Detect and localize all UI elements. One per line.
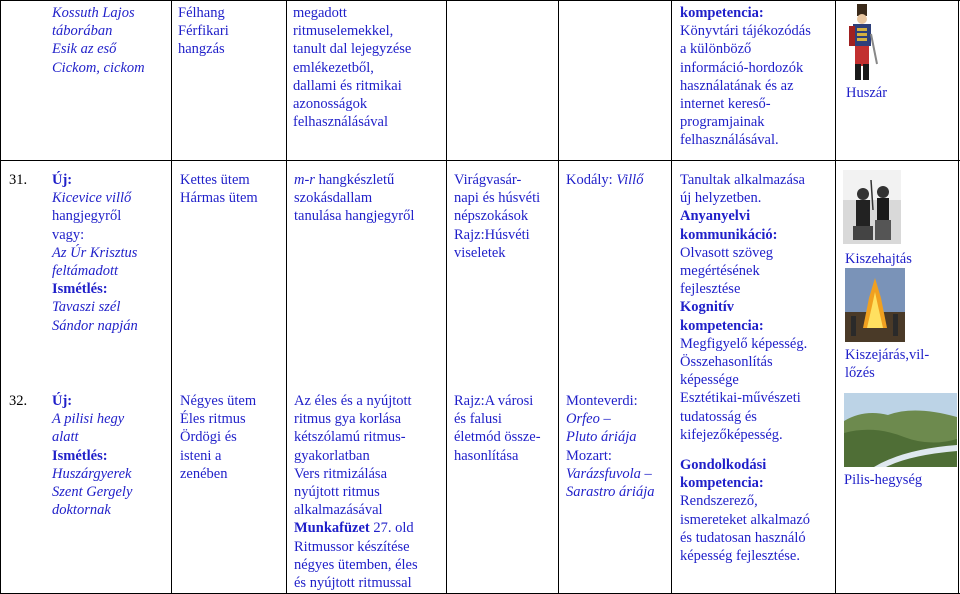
competence-heading: kompetencia: (680, 317, 764, 334)
col-divider (835, 0, 836, 594)
row31-skill (294, 171, 414, 226)
voice-line: Félhang (178, 5, 225, 21)
culture-line: és falusi (454, 411, 502, 428)
skill-line: tanulása hangjegyről (294, 208, 415, 225)
competence-line: kifejezőképesség. (680, 426, 783, 443)
competence-line: Esztétikai-művészeti (680, 390, 801, 407)
col-divider (171, 0, 172, 594)
competence-line: ismereteket alkalmazó (680, 511, 811, 528)
song-title: táborában (52, 23, 113, 40)
row31-listening (566, 171, 643, 189)
lesson-number: 32. (9, 393, 28, 409)
row32-meter (180, 392, 256, 483)
competence-heading: Kognitív (680, 299, 734, 316)
pilis-caption: Pilis-hegység (844, 472, 923, 488)
kiszehajtas-photo (843, 170, 901, 244)
competence-line: információ-hordozók (680, 59, 804, 76)
skill-line: gyakorlatban (294, 447, 370, 464)
row32-skill (294, 392, 418, 592)
voice-line: Férfikari (178, 23, 229, 40)
skill-line: Ritmussor készítése (294, 538, 410, 555)
competence-line: Könyvtári tájékozódás (680, 23, 811, 40)
meter-line: Négyes ütem (180, 393, 257, 409)
competence-line: a különböző (680, 41, 752, 58)
song-title: Szent Gergely (52, 484, 133, 501)
col-divider (671, 0, 672, 594)
competence-line: felhasználásával. (680, 132, 779, 149)
competence-line: képessége (680, 372, 739, 389)
song-title: Esik az eső (52, 41, 117, 58)
skill-line: Vers ritmizálása (294, 465, 388, 482)
composer: Monteverdi: (566, 393, 638, 409)
competence-line: megértésének (680, 263, 760, 280)
song-title: Az Úr Krisztus (52, 244, 138, 261)
culture-line: életmód össze- (454, 429, 541, 446)
row31-meter (180, 171, 258, 207)
song-title: feltámadott (52, 263, 119, 280)
meter-line: isteni a (180, 447, 222, 464)
work-title: Varázsfuvola – (566, 465, 652, 482)
method-line: megadott (293, 5, 347, 21)
pilis-photo (844, 393, 957, 467)
skill-line: alkalmazásával (294, 502, 383, 519)
meter-line: zenében (180, 465, 228, 482)
kiszejaras-caption (845, 346, 929, 382)
competence-line: tudatosság és (680, 408, 757, 425)
song-title: Cickom, cickom (52, 59, 145, 76)
method-line: tanult dal lejegyzése (293, 41, 412, 58)
repeat-label: Ismétlés: (52, 447, 108, 464)
skill-line: és nyújtott ritmussal (294, 575, 412, 592)
culture-line: napi és húsvéti (454, 190, 541, 207)
song-note: vagy: (52, 226, 85, 243)
lesson-number: 31. (9, 172, 28, 188)
method-line: azonosságok (293, 96, 368, 113)
competence-line: Összehasonlítás (680, 354, 773, 371)
competence-line: képesség fejlesztése. (680, 548, 800, 565)
skill-line: nyújtott ritmus (294, 484, 380, 501)
method-line: ritmuselemekkel, (293, 23, 394, 40)
song-note: hangjegyről (52, 208, 122, 225)
new-label: Új: (52, 393, 73, 409)
song-title: Sándor napján (52, 317, 138, 334)
work-title: Sarastro áriája (566, 484, 655, 501)
col-divider (446, 0, 447, 594)
meter-line: Éles ritmus (180, 411, 246, 428)
competence-heading: Anyanyelvi (680, 208, 751, 225)
repeat-label: Ismétlés: (52, 281, 108, 298)
row-divider (0, 160, 960, 161)
work-title: Pluto áriája (566, 429, 637, 446)
row32-culture (454, 392, 541, 465)
meter-line: Kettes ütem (180, 172, 250, 188)
prev-voice (178, 4, 229, 59)
method-line: emlékezetből, (293, 59, 374, 76)
method-line: felhasználásával (293, 114, 389, 131)
skill-line: kétszólamú ritmus- (294, 429, 406, 446)
work-title: Orfeo – (566, 411, 611, 428)
caption-line: Kiszejárás,vil- (845, 347, 930, 363)
composer: Mozart: (566, 447, 612, 464)
competencies (680, 171, 810, 565)
song-title: Kossuth Lajos (52, 5, 135, 21)
composer: Kodály: (566, 172, 617, 188)
hussar-caption: Huszár (846, 85, 888, 101)
competence-line: Tanultak alkalmazása (680, 172, 805, 188)
competence-heading: Gondolkodási (680, 457, 767, 474)
competence-heading: kompetencia: (680, 475, 764, 492)
new-label: Új: (52, 172, 73, 188)
competence-line: fejlesztése (680, 281, 741, 298)
hussar-image (845, 4, 879, 82)
method-line: dallami és ritmikai (293, 77, 402, 94)
row32-songs (52, 392, 132, 519)
competence-line: programjainak (680, 114, 765, 131)
skill-line: négyes ütemben, éles (294, 556, 418, 573)
song-title: Huszárgyerek (52, 465, 132, 482)
song-title: Tavaszi szél (52, 299, 121, 316)
prev-method (293, 4, 411, 131)
caption-line: lőzés (845, 365, 875, 382)
meter-line: Hármas ütem (180, 190, 258, 207)
competence-heading: kommunikáció: (680, 226, 778, 243)
work-title: Villő (616, 172, 644, 188)
competence-line: internet kereső- (680, 96, 771, 113)
row32-listening (566, 392, 655, 501)
culture-line: viseletek (454, 244, 506, 261)
kiszejaras-photo (845, 268, 905, 342)
song-title: Kicevice villő (52, 190, 132, 207)
meter-line: Ördögi és (180, 429, 237, 446)
skill-line: ritmus gya korlása (294, 411, 402, 428)
prev-competence (680, 4, 811, 150)
song-title: doktornak (52, 502, 111, 519)
workbook-page: 27. old (369, 520, 414, 537)
competence-heading: kompetencia: (680, 5, 764, 21)
song-title: alatt (52, 429, 79, 446)
culture-line: hasonlítása (454, 447, 519, 464)
row31-culture (454, 171, 540, 262)
competence-line: új helyzetben. (680, 190, 762, 207)
culture-line: Rajz:A városi (454, 393, 534, 409)
culture-line: Virágvasár- (454, 172, 522, 188)
competence-line: használatának és az (680, 77, 794, 94)
workbook-label: Munkafüzet (294, 520, 370, 537)
competence-line: Megfigyelő képesség. (680, 335, 808, 352)
competence-line: és tudatosan használó (680, 529, 806, 546)
prev-songs (52, 4, 145, 77)
table-border-top (0, 0, 960, 1)
row31-songs (52, 171, 138, 335)
culture-line: Rajz:Húsvéti (454, 226, 530, 243)
col-divider (558, 0, 559, 594)
col-divider (0, 0, 1, 594)
note-set: m-r (294, 172, 315, 188)
col-divider (958, 0, 959, 594)
competence-line: Rendszerező, (680, 493, 758, 510)
voice-line: hangzás (178, 41, 225, 58)
skill-text: hangkészletű (314, 172, 395, 188)
song-title: A pilisi hegy (52, 411, 125, 428)
skill-line: Az éles és a nyújtott (294, 393, 412, 409)
skill-line: szokásdallam (294, 190, 373, 207)
culture-line: népszokások (454, 208, 529, 225)
kiszehajtas-caption: Kiszehajtás (845, 251, 912, 267)
col-divider (286, 0, 287, 594)
competence-line: Olvasott szöveg (680, 244, 774, 261)
